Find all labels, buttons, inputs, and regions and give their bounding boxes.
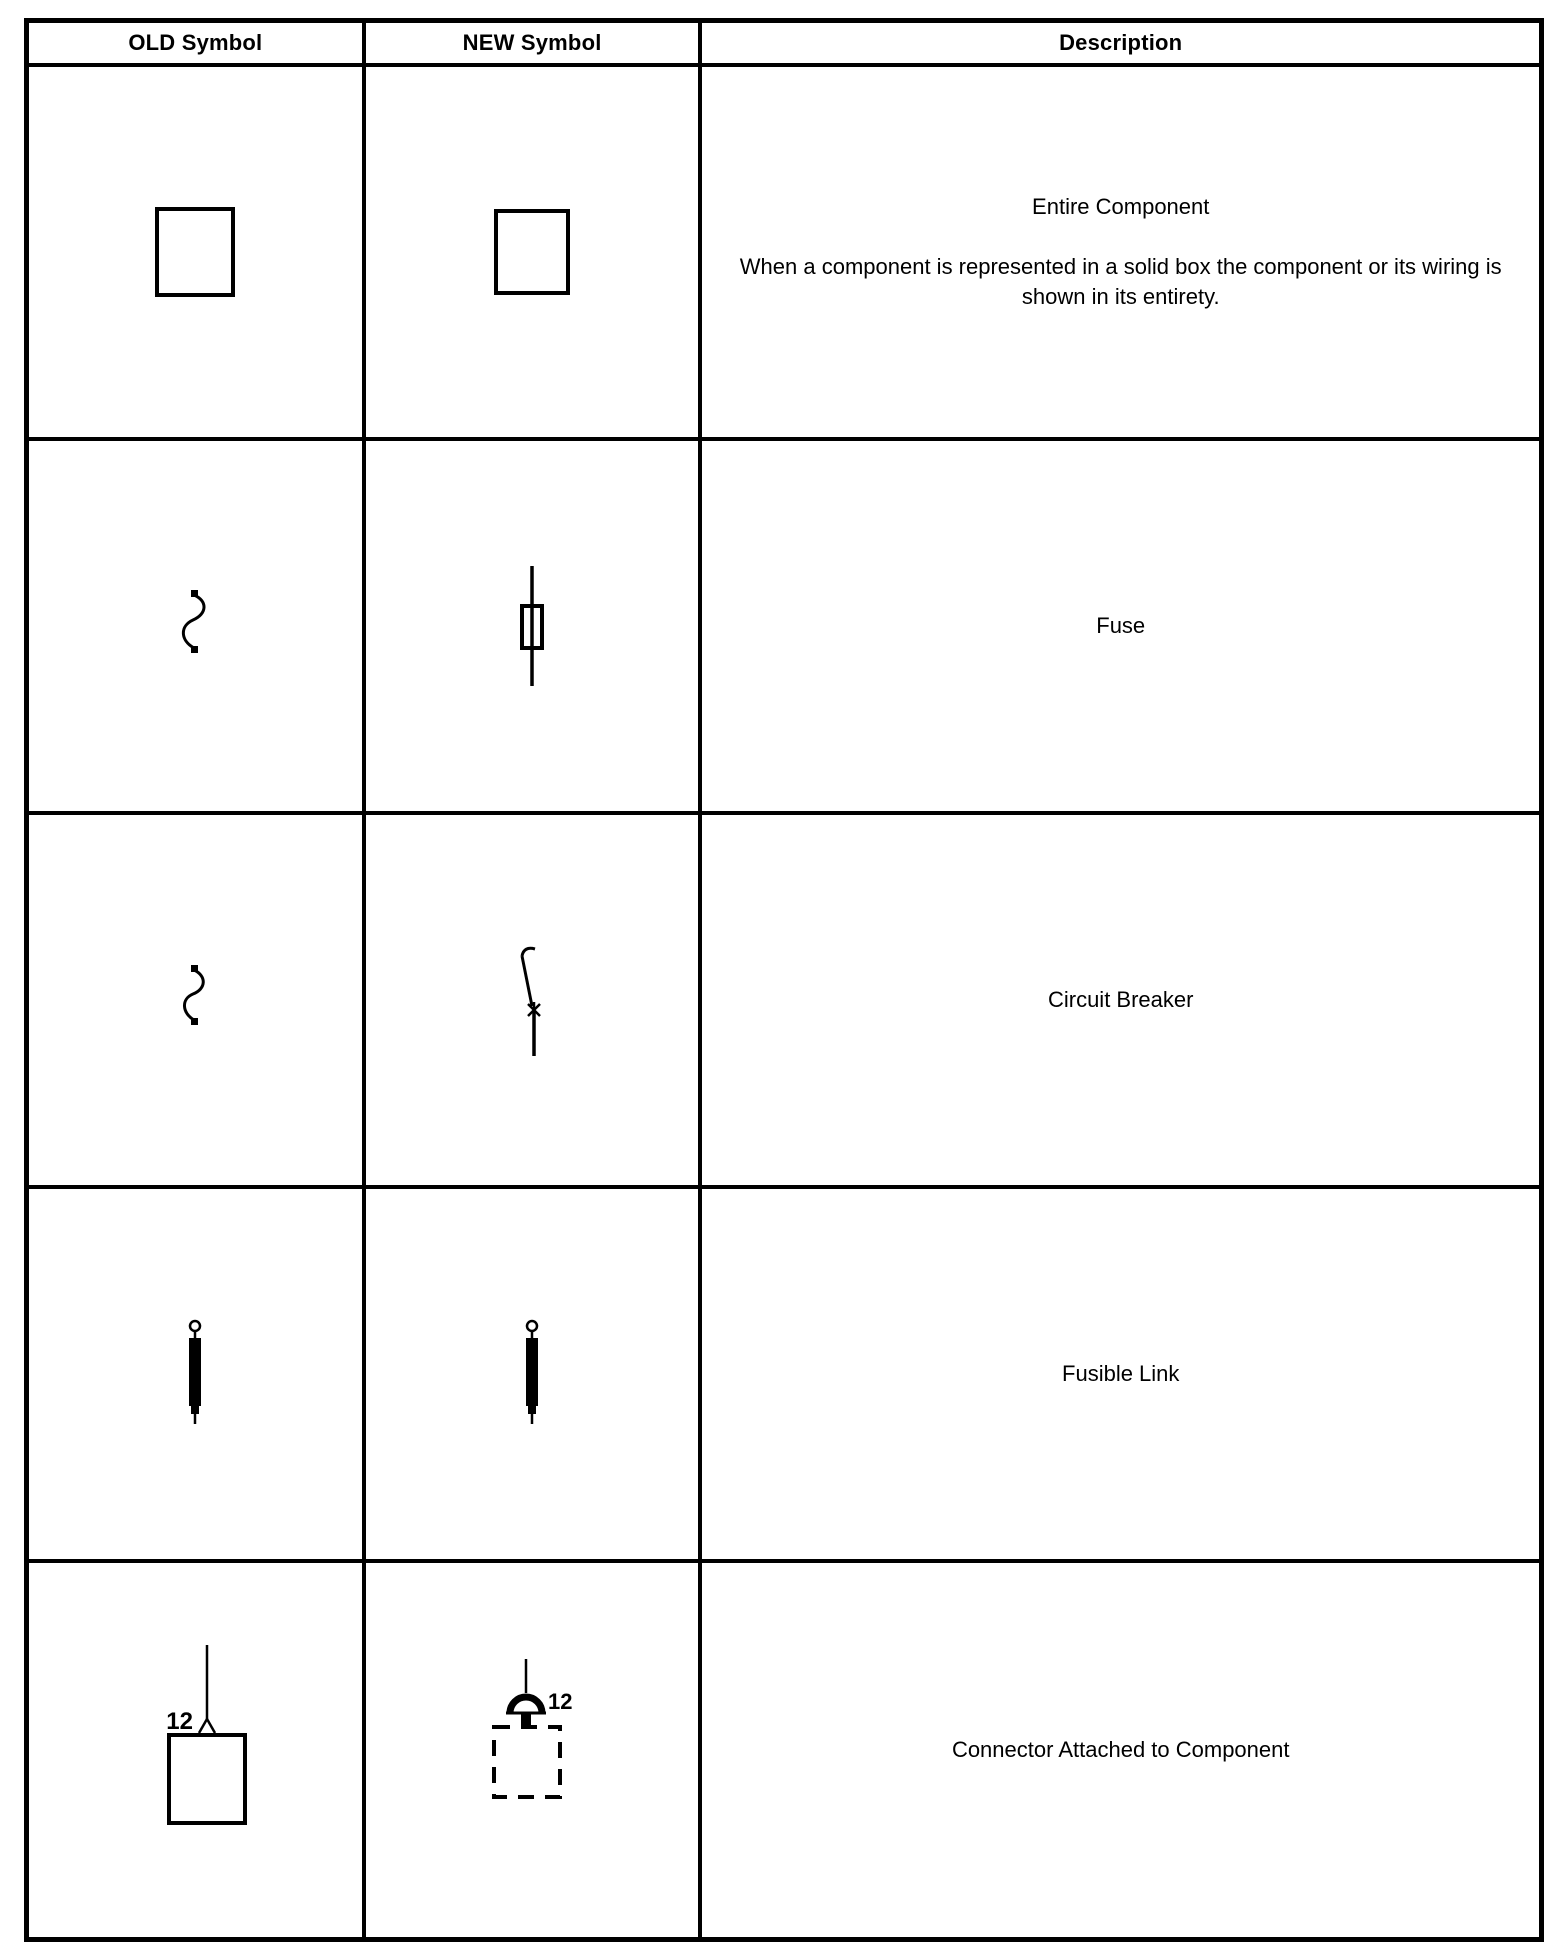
old-breaker-squiggle-icon bbox=[170, 963, 220, 1037]
row1-title: Entire Component bbox=[1032, 194, 1210, 220]
row3-title: Circuit Breaker bbox=[1047, 987, 1194, 1013]
row5-new-symbol-cell bbox=[366, 1563, 703, 1937]
header-new-symbol bbox=[366, 23, 703, 67]
row5-description-cell bbox=[702, 1563, 1539, 1937]
symbol-legend-table bbox=[24, 18, 1544, 1942]
new-connector-dashed-box-icon bbox=[452, 1655, 612, 1845]
row2-description bbox=[1066, 611, 1175, 641]
row5-title: Connector Attached to Component bbox=[951, 1737, 1290, 1763]
row3-description bbox=[1018, 985, 1223, 1015]
row3-description-cell bbox=[702, 815, 1539, 1189]
row2-title: Fuse bbox=[1096, 613, 1146, 639]
row1-old-symbol-cell bbox=[29, 67, 366, 441]
solid-component-box-icon bbox=[152, 204, 238, 300]
row2-new-symbol-cell bbox=[366, 441, 703, 815]
row3-old-symbol-cell bbox=[29, 815, 366, 1189]
old-connector-pin-label: 12 bbox=[166, 1708, 194, 1735]
fusible-link-icon bbox=[180, 1318, 210, 1430]
row1-body: When a component is represented in a solid box the component or its wiring is shown in its entirety. bbox=[739, 254, 1502, 309]
row2-old-symbol-cell bbox=[29, 441, 366, 815]
header-old-symbol bbox=[29, 23, 366, 67]
row4-title: Fusible Link bbox=[1062, 1361, 1180, 1387]
new-fuse-rectangle-icon bbox=[508, 566, 556, 686]
row5-description bbox=[922, 1735, 1320, 1765]
row5-old-symbol-cell bbox=[29, 1563, 366, 1937]
new-breaker-switch-icon bbox=[504, 942, 560, 1058]
fusible-link-icon bbox=[517, 1318, 547, 1430]
row1-new-symbol-cell bbox=[366, 67, 703, 441]
row4-description-cell bbox=[702, 1189, 1539, 1563]
row2-description-cell bbox=[702, 441, 1539, 815]
row4-old-symbol-cell bbox=[29, 1189, 366, 1563]
row4-description bbox=[1032, 1359, 1209, 1389]
row1-description-cell bbox=[702, 67, 1539, 441]
old-connector-wire-box-icon bbox=[115, 1645, 275, 1855]
header-new-symbol-label: NEW Symbol bbox=[462, 30, 602, 55]
solid-component-box-icon bbox=[491, 206, 573, 298]
old-fuse-squiggle-icon bbox=[170, 586, 220, 666]
header-description bbox=[702, 23, 1539, 67]
header-description-label: Description bbox=[1059, 30, 1183, 55]
new-connector-pin-label: 12 bbox=[548, 1689, 573, 1714]
row4-new-symbol-cell bbox=[366, 1189, 703, 1563]
row1-description bbox=[702, 192, 1539, 311]
row3-new-symbol-cell bbox=[366, 815, 703, 1189]
header-old-symbol-label: OLD Symbol bbox=[128, 30, 263, 55]
